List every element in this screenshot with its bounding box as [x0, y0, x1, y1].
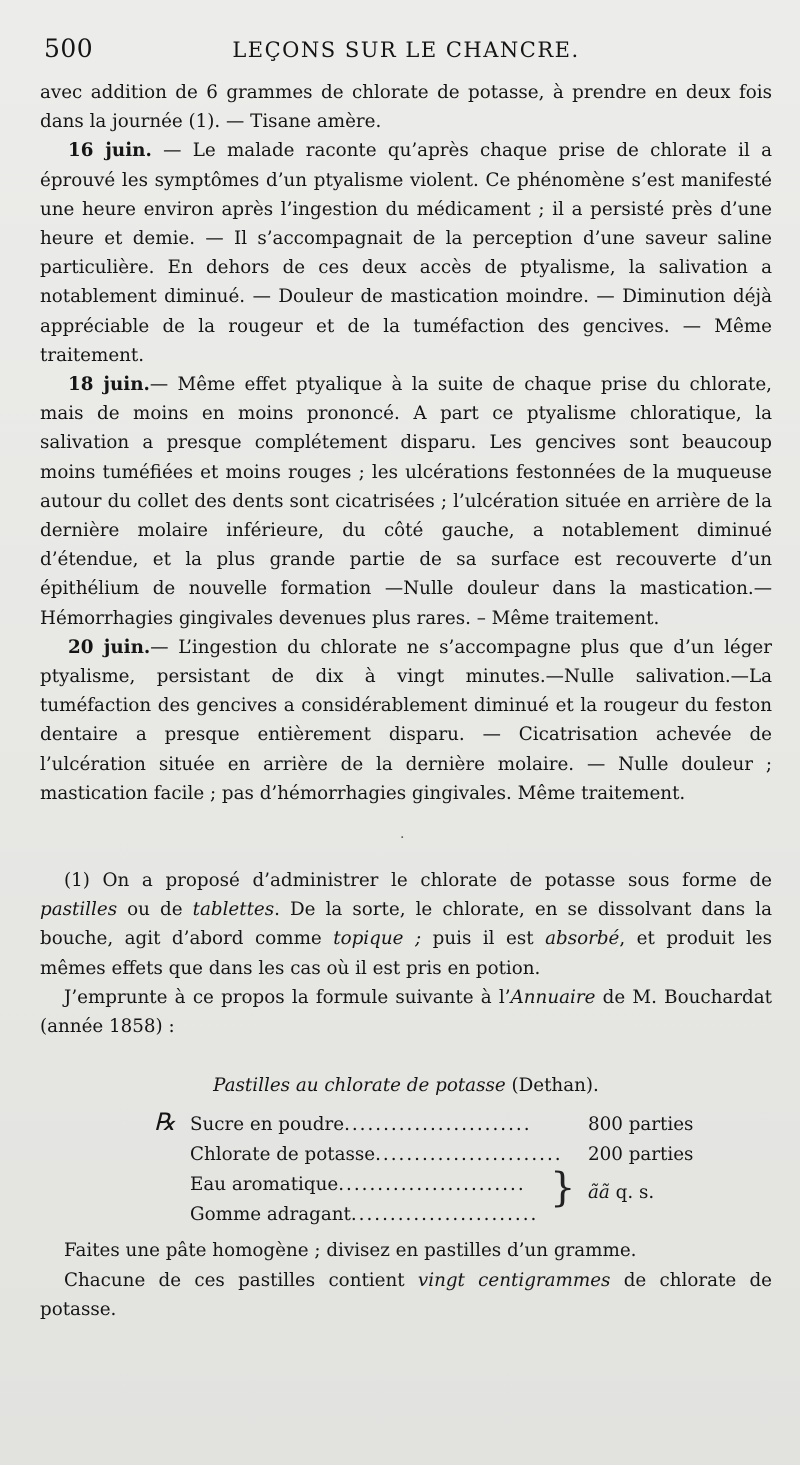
paragraph-text: — Même effet ptyalique à la suite de chaque prise du chlorate, mais de moins en moins prononcé. A part ce ptyalisme chloratique, la salivation a presque complétement disparu. Les gencives sont beaucoup moins tuméfiées et moins rouges ; les ulcérations festonnées de la muqueuse autour du collet des dents sont cicatrisées ; l’ulcération située en arrière de la dernière molaire inférieure, du côté gauche, a notablement diminué d’étendue, et la plus grande partie de sa surface est recouverte d’un épithélium de nouvelle formation —Nulle douleur dans la mastication.—Hémorrhagies gingivales devenues plus rares. – Même traitement. — [40, 374, 772, 629]
ingredient-name: Sucre en poudre — [190, 1114, 345, 1136]
ingredient-line — [190, 1110, 536, 1139]
footnote-text: puis il est — [421, 928, 546, 950]
footnote-text: J’emprunte à ce propos la formule suivante à l’ — [64, 986, 511, 1008]
instruction-text: de chlorate de potasse. — [40, 1269, 772, 1320]
case-notes — [40, 78, 772, 808]
ingredient-quantity: 800 parties — [588, 1114, 694, 1136]
leader-dots: ........................ — [350, 1204, 539, 1226]
leader-dots: ........................ — [338, 1174, 526, 1196]
ingredient-quantity: 200 parties — [588, 1144, 694, 1166]
running-title: LEÇONS SUR LE CHANCRE. — [232, 38, 580, 62]
instruction-text: Chacune de ces pastilles contient — [64, 1269, 418, 1291]
paragraph-june-16 — [40, 136, 772, 370]
page-header — [40, 30, 772, 78]
footnote-italic: topique ; — [333, 928, 422, 950]
paragraph-june-20 — [40, 633, 772, 808]
shared-quantity-plain: q. s. — [609, 1182, 655, 1204]
recipe-title-plain: (Dethan). — [505, 1075, 599, 1097]
footnote-separator — [40, 808, 772, 866]
grouping-brace: } — [550, 1165, 576, 1212]
ingredient-name: Chlorate de potasse — [190, 1144, 376, 1166]
paragraph-text: — L’ingestion du chlorate ne s’accompagne plus que d’un léger ptyalisme, persistant de dix à vingt minutes.—Nulle salivation.—La tuméfaction des gencives a considérablement diminué et la rougeur du feston dentaire a presque entièrement disparu. — Cicatrisation achevée de l’ulcération située en arrière de la dernière molaire. — Nulle douleur ; mastication facile ; pas d’hémorrhagies gingivales. Même traitement. — [40, 636, 772, 804]
ingredient-name: Gomme adragant — [190, 1204, 351, 1226]
paragraph-text: avec addition de 6 grammes de chlorate de potasse, à prendre en deux fois dans la journée (1). — Tisane amère. — [40, 82, 772, 133]
ingredient-name: Eau aromatique — [190, 1174, 339, 1196]
ingredient-line — [190, 1200, 539, 1229]
leader-dots: ........................ — [344, 1114, 532, 1136]
page-number: 500 — [44, 34, 94, 63]
instruction-line-1: Faites une pâte homogène ; divisez en pastilles d’un gramme. — [64, 1240, 637, 1262]
footnote-text: ou de — [117, 899, 193, 921]
rx-symbol: ℞ — [154, 1108, 176, 1137]
paragraph-text: — Le malade raconte qu’après chaque prise de chlorate il a éprouvé les symptômes d’un ptyalisme violent. Ce phénomène s’est manifesté une heure environ après l’ingestion du médicament ; il a persisté près d’une heure et demie. — Il s’accompagnait de la perception d’une saveur saline particulière. En dehors de ces deux accès de ptyalisme, la salivation a notablement diminué. — Douleur de mastication moindre. — Diminution déjà appréciable de la rougeur et de la tuméfaction des gencives. — Même traitement. — [40, 140, 773, 366]
ingredient-line — [190, 1140, 563, 1169]
entry-date: 20 juin. — [68, 636, 151, 658]
instruction-line-2 — [40, 1266, 772, 1324]
footnote-italic: pastilles — [40, 899, 118, 921]
footnote-paragraph-2 — [40, 983, 772, 1041]
footnote-text: , et produit les mêmes effets que dans les cas où il est pris en potion. — [40, 928, 772, 979]
footnote — [40, 866, 772, 1324]
shared-quantity — [588, 1178, 654, 1207]
paragraph-june-18 — [40, 370, 772, 633]
entry-date: 16 juin. — [68, 140, 152, 162]
footnote-paragraph-1 — [40, 866, 772, 983]
footnote-italic: absorbé — [545, 928, 620, 950]
paragraph-continuation — [40, 78, 772, 136]
footnote-text: de M. Bouchardat (année 1858) : — [40, 986, 772, 1038]
recipe-title — [40, 1071, 772, 1100]
footnote-text: (1) On a proposé d’administrer le chlorate de potasse sous forme de — [64, 870, 772, 892]
separator-dot: · — [400, 830, 405, 847]
footnote-italic: tablettes — [192, 899, 275, 921]
recipe-title-italic: Pastilles au chlorate de potasse — [213, 1075, 506, 1097]
recipe-instructions — [40, 1236, 772, 1324]
shared-quantity-italic: ãã — [588, 1182, 610, 1204]
footnote-italic: Annuaire — [510, 986, 596, 1008]
recipe-formula — [40, 1110, 772, 1236]
entry-date: 18 juin. — [68, 374, 150, 396]
ingredient-line — [190, 1170, 536, 1199]
leader-dots: ........................ — [375, 1144, 563, 1166]
instruction-italic: vingt centigrammes — [417, 1269, 611, 1291]
footnote-text: . De la sorte, le chlorate, en se dissolvant dans la bouche, agit d’abord comme — [40, 899, 772, 950]
